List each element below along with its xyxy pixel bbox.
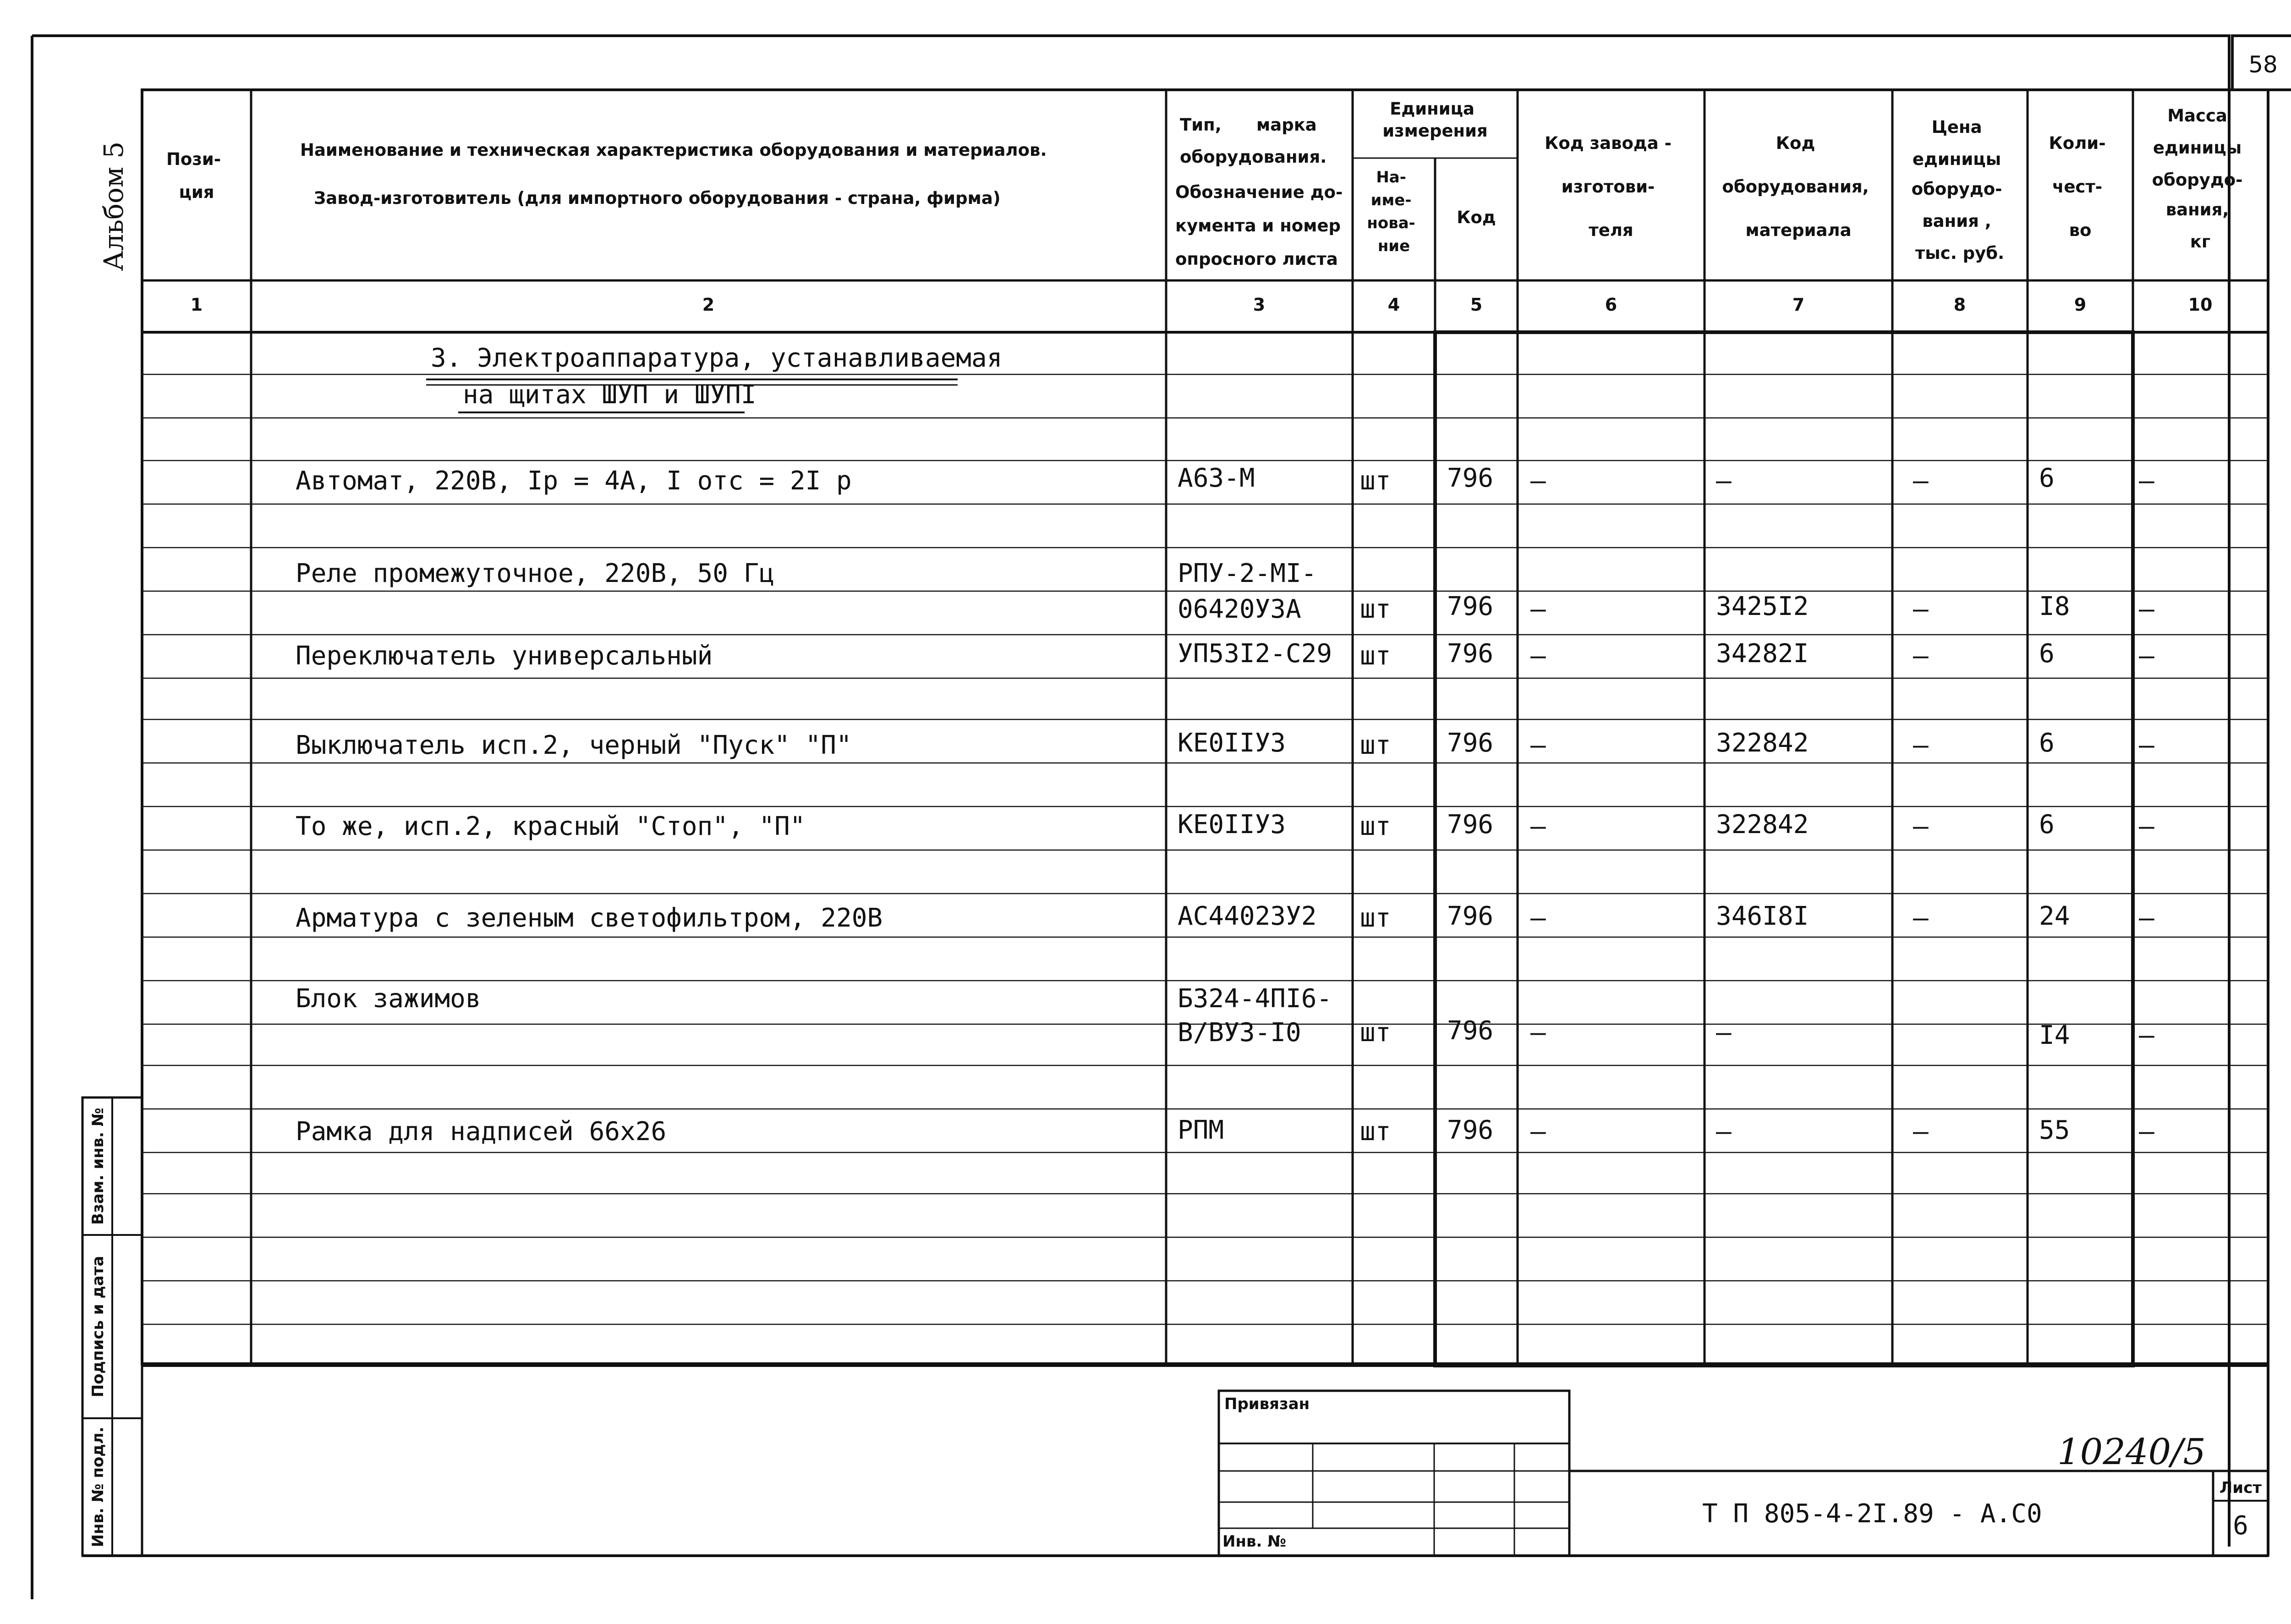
svg-text:34282I: 34282I: [1716, 639, 1809, 669]
list-number: 6: [2233, 1511, 2248, 1541]
document-designation: Т П 805-4-2I.89 - А.С0: [1702, 1499, 2042, 1529]
svg-text:–: –: [1530, 466, 1546, 496]
section-title-line2: на щитах ШУП и ШУПI: [463, 380, 756, 410]
svg-text:06420У3А: 06420У3А: [1178, 594, 1301, 624]
header-position: Пози- ция: [166, 149, 221, 202]
svg-text:марка: марка: [1256, 115, 1317, 135]
header-unit-group: Единица измерения: [1382, 99, 1488, 141]
svg-text:шт: шт: [1360, 1117, 1391, 1147]
svg-text:РПУ-2-МI-: РПУ-2-МI-: [1178, 559, 1317, 588]
svg-text:То же, исп.2, красный "Стоп",: То же, исп.2, красный "Стоп", "П": [296, 812, 806, 841]
svg-text:Арматура с зеленым светофильтр: Арматура с зеленым светофильтром, 220В: [296, 903, 883, 933]
svg-text:6: 6: [2039, 810, 2055, 839]
privyazan-label: Привязан: [1224, 1395, 1310, 1413]
svg-text:6: 6: [2039, 639, 2055, 669]
svg-text:7: 7: [1792, 295, 1805, 315]
svg-text:–: –: [1913, 466, 1929, 496]
svg-text:–: –: [2139, 641, 2154, 671]
svg-text:В/ВУ3-I0: В/ВУ3-I0: [1178, 1018, 1301, 1048]
svg-text:–: –: [2139, 730, 2154, 760]
svg-text:–: –: [1913, 594, 1929, 624]
svg-text:322842: 322842: [1716, 728, 1809, 758]
svg-text:Выключатель исп.2, черный "Пус: Выключатель исп.2, черный "Пуск" "П": [296, 730, 852, 760]
svg-text:–: –: [1913, 903, 1929, 933]
side-inv-no: Инв. № подл.: [89, 1426, 107, 1547]
sheet-number: 58: [2248, 51, 2278, 78]
tb-inv-no: Инв. №: [1222, 1532, 1287, 1551]
svg-text:55: 55: [2039, 1115, 2070, 1145]
svg-text:–: –: [1530, 730, 1546, 760]
svg-text:6: 6: [2039, 463, 2055, 493]
svg-text:шт: шт: [1360, 812, 1391, 841]
section-title-line1: 3. Электроаппаратура, устанавливаемая: [431, 343, 1003, 373]
header-unit-price: Цена единицы оборудо- вания , тыс. руб.: [1911, 117, 2005, 263]
svg-text:–: –: [2139, 1020, 2154, 1050]
list-label: Лист: [2220, 1479, 2262, 1497]
svg-text:кумента и номер: кумента и номер: [1175, 216, 1341, 236]
svg-text:1: 1: [190, 295, 203, 315]
svg-text:РПМ: РПМ: [1178, 1115, 1224, 1145]
svg-text:–: –: [1913, 1117, 1929, 1147]
svg-text:796: 796: [1447, 639, 1494, 669]
side-sign-date: Подпись и дата: [89, 1256, 107, 1398]
svg-text:опросного листа: опросного листа: [1175, 249, 1338, 269]
svg-text:796: 796: [1447, 463, 1494, 493]
svg-text:796: 796: [1447, 810, 1494, 839]
svg-text:I8: I8: [2039, 592, 2070, 621]
svg-text:АС44023У2: АС44023У2: [1178, 901, 1317, 931]
side-vzam: Взам. инв. №: [89, 1108, 107, 1225]
svg-text:796: 796: [1447, 901, 1494, 931]
svg-text:–: –: [2139, 466, 2154, 496]
header-quantity: Коли- чест- во: [2049, 133, 2106, 240]
svg-text:346I8I: 346I8I: [1716, 901, 1809, 931]
svg-text:5: 5: [1470, 295, 1483, 315]
svg-text:Обозначение до-: Обозначение до-: [1175, 182, 1343, 202]
svg-text:КЕ0IIУ3: КЕ0IIУ3: [1178, 810, 1286, 839]
svg-text:796: 796: [1447, 1016, 1494, 1046]
svg-text:–: –: [1530, 641, 1546, 671]
svg-text:–: –: [1913, 641, 1929, 671]
svg-text:–: –: [1530, 812, 1546, 841]
svg-text:796: 796: [1447, 1115, 1494, 1145]
svg-text:Рамка для надписей 66х26: Рамка для надписей 66х26: [296, 1117, 667, 1147]
header-type: [1175, 115, 1343, 269]
svg-text:Б324-4ПI6-: Б324-4ПI6-: [1178, 984, 1332, 1014]
svg-text:шт: шт: [1360, 641, 1391, 671]
svg-text:Автомат, 220В, Iр = 4А, I от: Автомат, 220В, Iр = 4А, I отс = 2I р: [296, 466, 852, 496]
svg-text:–: –: [1716, 466, 1732, 496]
svg-text:Переключатель универсальный: Переключатель универсальный: [296, 641, 713, 671]
svg-text:–: –: [1530, 1117, 1546, 1147]
svg-text:шт: шт: [1360, 466, 1391, 496]
svg-text:Реле промежуточное, 220В, 50: Реле промежуточное, 220В, 50 Гц: [296, 559, 775, 588]
svg-text:Тип,: Тип,: [1180, 115, 1222, 135]
table-row: [296, 810, 2154, 841]
svg-text:–: –: [1913, 812, 1929, 841]
table-row: [296, 984, 2154, 1050]
svg-text:3: 3: [1253, 295, 1266, 315]
svg-text:–: –: [1530, 594, 1546, 624]
table-row: [296, 728, 2154, 760]
svg-text:8: 8: [1953, 295, 1966, 315]
table-row: [296, 1115, 2154, 1147]
header-name-line1: Наименование и техническая характеристика оборудования и материалов.: [300, 140, 1047, 160]
svg-text:24: 24: [2039, 901, 2070, 931]
svg-text:шт: шт: [1360, 594, 1391, 624]
header-equipment-code: Код оборудования, материала: [1722, 133, 1869, 240]
svg-text:–: –: [2139, 903, 2154, 933]
svg-text:–: –: [2139, 812, 2154, 841]
svg-text:2: 2: [702, 295, 715, 315]
svg-text:I4: I4: [2039, 1020, 2070, 1050]
svg-text:6: 6: [2039, 728, 2055, 758]
table-row: [296, 463, 2154, 496]
svg-text:–: –: [2139, 594, 2154, 624]
svg-text:А63-М: А63-М: [1178, 463, 1255, 493]
header-name-line2: Завод-изготовитель (для импортного оборудования - страна, фирма): [314, 188, 1001, 208]
svg-text:–: –: [1530, 903, 1546, 933]
svg-text:КЕ0IIУ3: КЕ0IIУ3: [1178, 728, 1286, 758]
table-row: [296, 901, 2154, 933]
svg-text:3425I2: 3425I2: [1716, 592, 1809, 621]
svg-text:шт: шт: [1360, 903, 1391, 933]
svg-text:–: –: [1716, 1117, 1732, 1147]
svg-text:–: –: [1913, 730, 1929, 760]
svg-text:–: –: [2139, 1117, 2154, 1147]
header-unit-name: На- име- нова- ние: [1367, 168, 1415, 255]
svg-text:шт: шт: [1360, 1018, 1391, 1048]
table-row: [296, 639, 2154, 671]
header-unit-mass: Масса единицы оборудо- вания, кг: [2152, 106, 2243, 252]
header-unit-code: Код: [1457, 208, 1496, 227]
svg-text:–: –: [1716, 1018, 1732, 1048]
svg-text:4: 4: [1387, 295, 1400, 315]
svg-text:УП53I2-С29: УП53I2-С29: [1178, 639, 1332, 669]
album-label: Альбом 5: [98, 141, 129, 271]
svg-text:шт: шт: [1360, 730, 1391, 760]
handwritten-number: 10240/5: [2057, 1432, 2206, 1473]
svg-text:9: 9: [2074, 295, 2087, 315]
svg-text:оборудования.: оборудования.: [1180, 147, 1327, 167]
svg-text:–: –: [1530, 1018, 1546, 1048]
svg-text:796: 796: [1447, 728, 1494, 758]
svg-text:6: 6: [1605, 295, 1617, 315]
svg-text:10: 10: [2188, 295, 2213, 315]
column-numbers: [191, 295, 2213, 315]
svg-text:Блок зажимов: Блок зажимов: [296, 984, 481, 1014]
header-plant-code: Код завода - изготови- теля: [1545, 133, 1672, 240]
svg-text:322842: 322842: [1716, 810, 1809, 839]
svg-text:796: 796: [1447, 592, 1494, 621]
